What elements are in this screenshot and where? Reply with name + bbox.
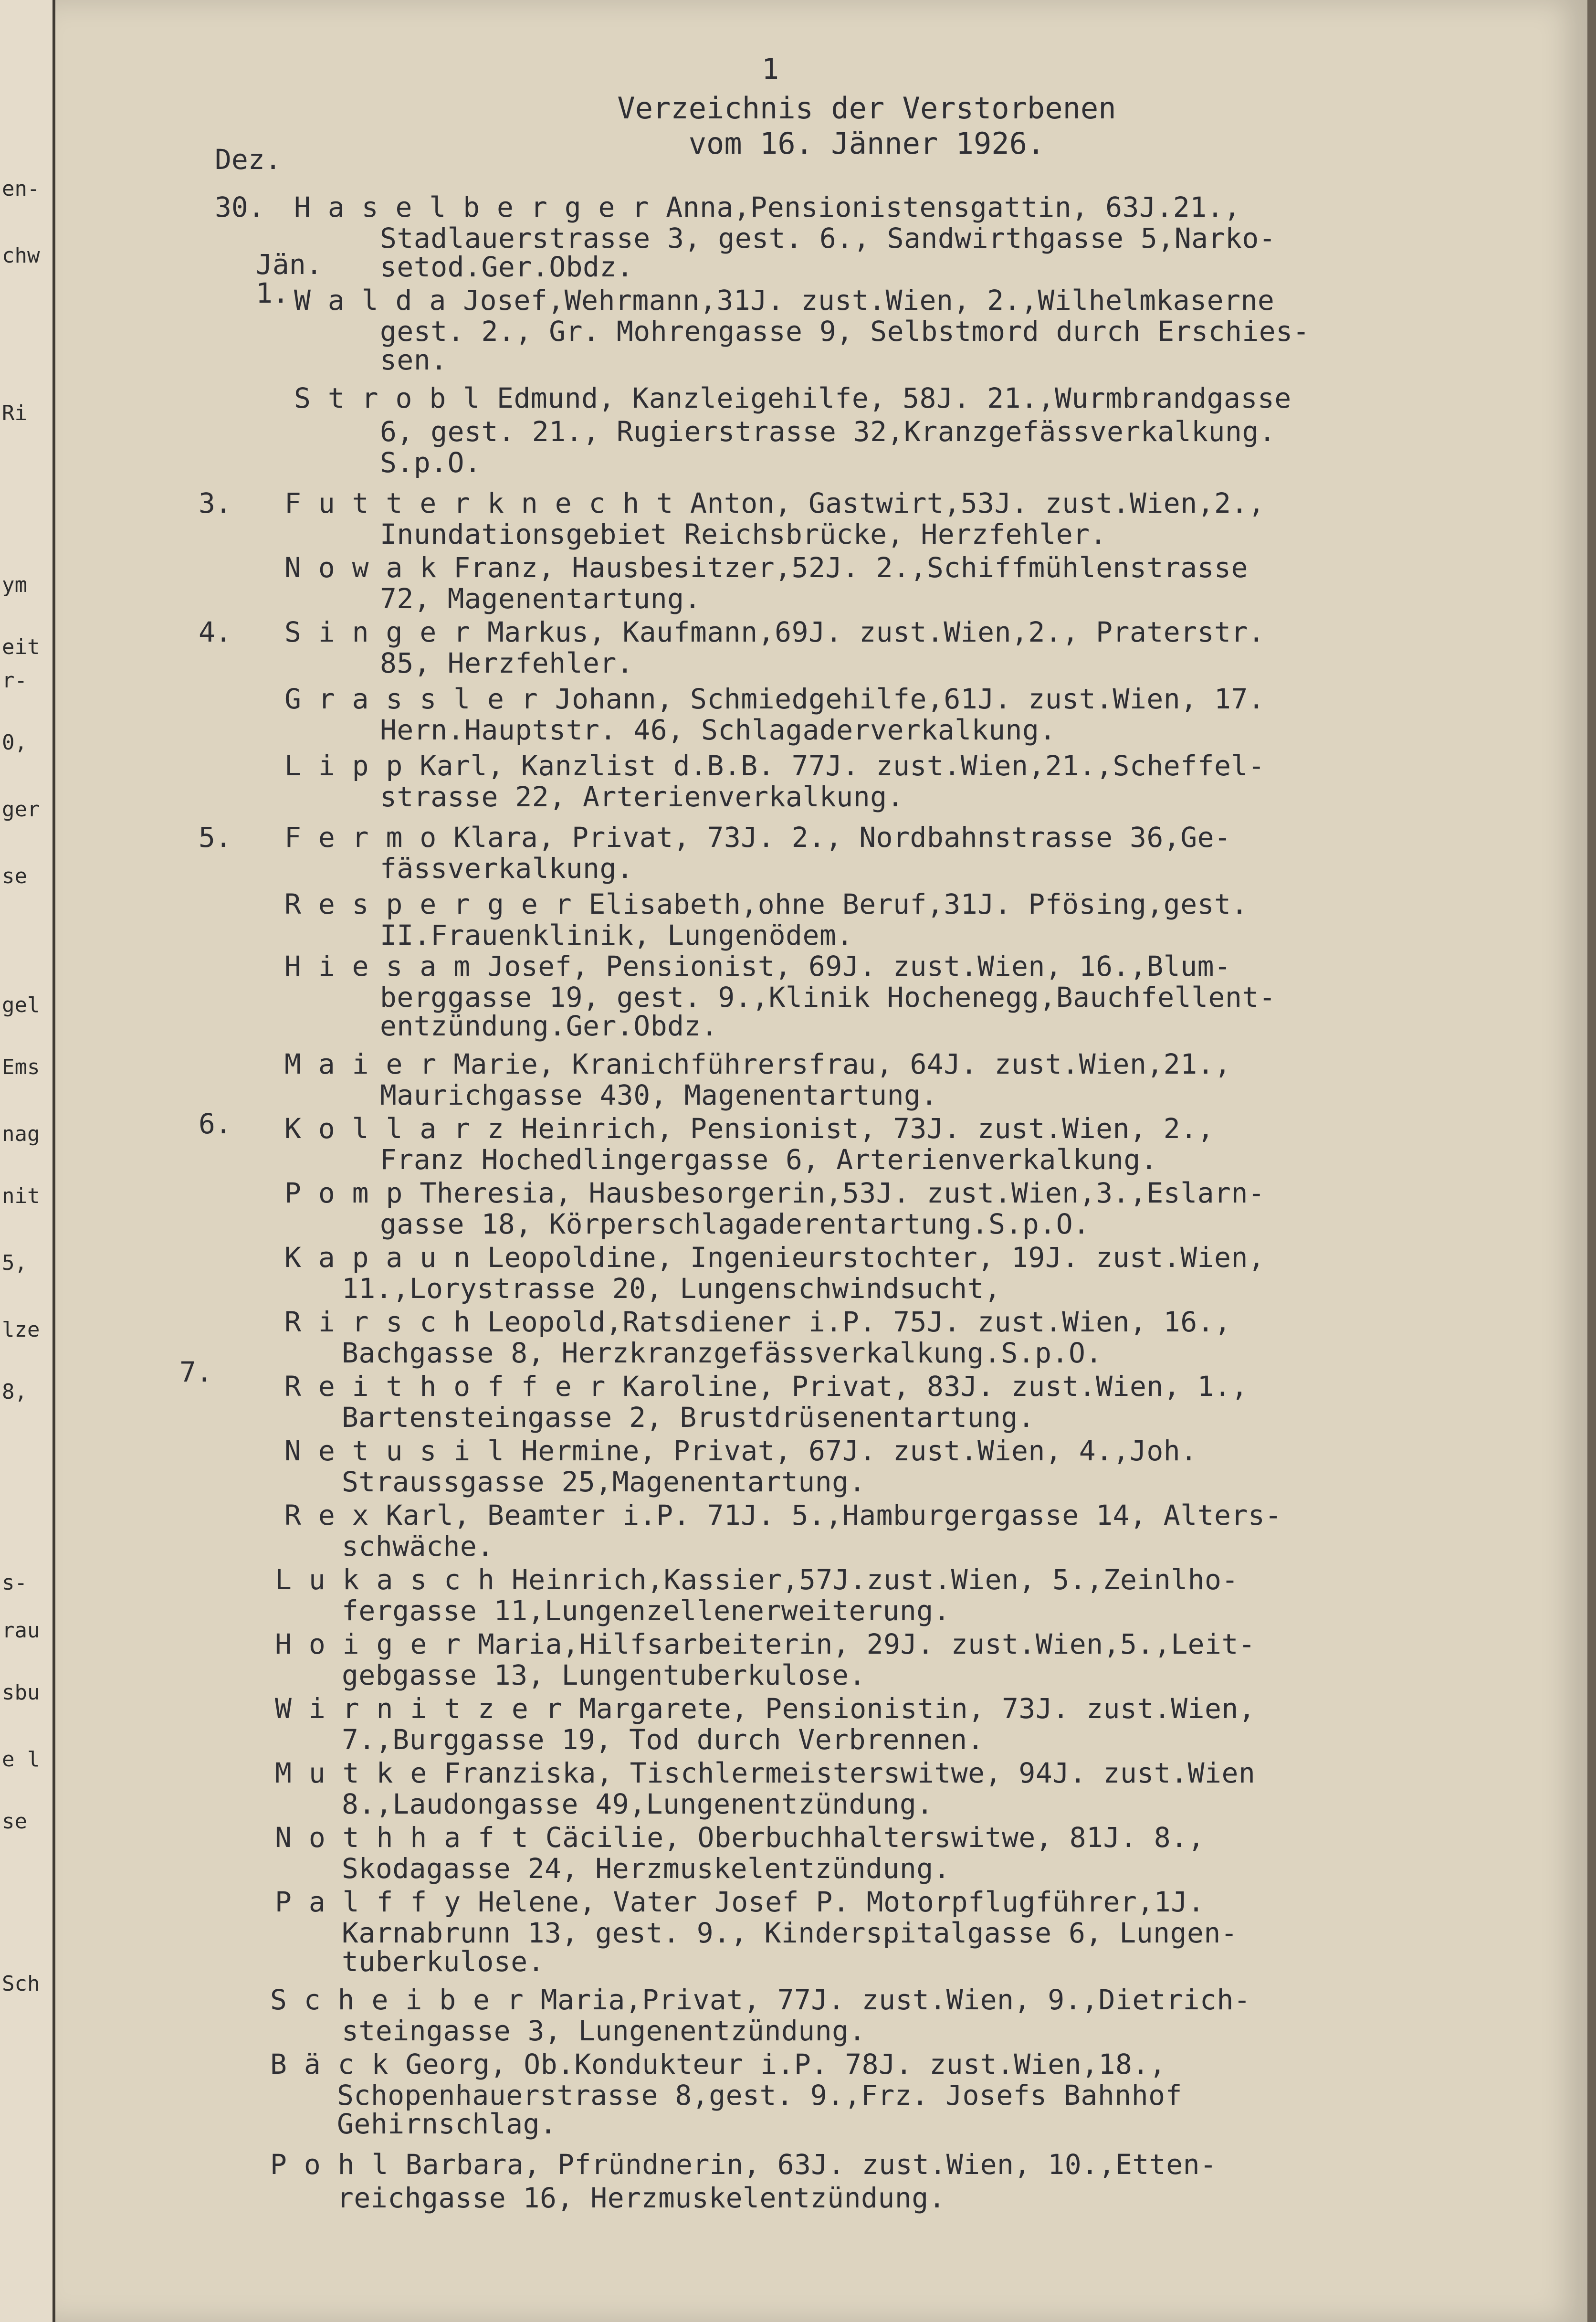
entry-line: M a i e r Marie, Kranichführersfrau, 64J. zust.Wien,21., xyxy=(284,1048,1231,1080)
entry-line: berggasse 19, gest. 9.,Klinik Hochenegg,Bauchfellent- xyxy=(380,981,1276,1013)
date-label: 7. xyxy=(179,1356,213,1388)
title-line: Verzeichnis der Verstorbenen xyxy=(617,91,1116,126)
entry-line: H a s e l b e r g e r Anna,Pensionistensgattin, 63J.21., xyxy=(294,191,1241,223)
entry-line: S.p.O. xyxy=(380,446,482,479)
entry-line: steingasse 3, Lungenentzündung. xyxy=(342,2015,866,2047)
left-fragment: se xyxy=(2,864,27,888)
left-fragment: nit xyxy=(2,1184,40,1208)
left-fragment: eit xyxy=(2,635,40,659)
left-fragment: gel xyxy=(2,993,40,1017)
date-label: 1. xyxy=(256,277,289,309)
entry-line: H o i g e r Maria,Hilfsarbeiterin, 29J. zust.Wien,5.,Leit- xyxy=(275,1628,1256,1660)
date-label: Dez. xyxy=(215,143,282,176)
entry-line: P o h l Barbara, Pfründnerin, 63J. zust.Wien, 10.,Etten- xyxy=(270,2148,1217,2181)
entry-line: entzündung.Ger.Obdz. xyxy=(380,1010,718,1042)
entry-line: R e s p e r g e r Elisabeth,ohne Beruf,31J. Pfösing,gest. xyxy=(284,888,1248,920)
entry-line: L i p p Karl, Kanzlist d.B.B. 77J. zust.Wien,21.,Scheffel- xyxy=(284,749,1265,782)
entry-line: fergasse 11,Lungenzellenerweiterung. xyxy=(342,1594,951,1627)
entry-line: Karnabrunn 13, gest. 9., Kinderspitalgasse 6, Lungen- xyxy=(342,1917,1238,1949)
date-label: 3. xyxy=(199,487,232,519)
entry-line: schwäche. xyxy=(342,1530,494,1562)
left-fragment: Ems xyxy=(2,1055,40,1079)
document-page xyxy=(55,0,1587,2322)
entry-line: H i e s a m Josef, Pensionist, 69J. zust.Wien, 16.,Blum- xyxy=(284,950,1231,982)
entry-line: K o l l a r z Heinrich, Pensionist, 73J. zust.Wien, 2., xyxy=(284,1112,1215,1145)
entry-line: 7.,Burggasse 19, Tod durch Verbrennen. xyxy=(342,1723,984,1756)
entry-line: W a l d a Josef,Wehrmann,31J. zust.Wien, 2.,Wilhelmkaserne xyxy=(294,284,1275,317)
entry-line: Inundationsgebiet Reichsbrücke, Herzfehler. xyxy=(380,518,1107,550)
entry-line: setod.Ger.Obdz. xyxy=(380,251,634,283)
entry-line: W i r n i t z e r Margarete, Pensionistin, 73J. zust.Wien, xyxy=(275,1692,1256,1725)
entry-line: R i r s c h Leopold,Ratsdiener i.P. 75J. zust.Wien, 16., xyxy=(284,1306,1231,1338)
left-fragment: e l xyxy=(2,1747,40,1772)
page-title xyxy=(504,91,1229,161)
left-fragment: en- xyxy=(2,177,40,201)
left-fragment: ger xyxy=(2,797,40,822)
entry-line: 8.,Laudongasse 49,Lungenentzündung. xyxy=(342,1788,934,1820)
entry-line: N o t h h a f t Cäcilie, Oberbuchhalterswitwe, 81J. 8., xyxy=(275,1821,1205,1854)
entry-line: Bachgasse 8, Herzkranzgefässverkalkung.S.p.O. xyxy=(342,1337,1102,1369)
entry-line: reichgasse 16, Herzmuskelentzündung. xyxy=(337,2182,946,2214)
entry-line: gest. 2., Gr. Mohrengasse 9, Selbstmord durch Erschies- xyxy=(380,315,1310,348)
entry-line: strasse 22, Arterienverkalkung. xyxy=(380,781,904,813)
entry-line: Maurichgasse 430, Magenentartung. xyxy=(380,1079,938,1111)
entry-line: P a l f f y Helene, Vater Josef P. Motorpflugführer,1J. xyxy=(275,1886,1205,1918)
entry-line: F e r m o Klara, Privat, 73J. 2., Nordbahnstrasse 36,Ge- xyxy=(284,821,1231,854)
entry-line: sen. xyxy=(380,344,448,376)
entry-line: 85, Herzfehler. xyxy=(380,647,634,679)
page-number: 1 xyxy=(762,53,779,86)
date-label: 30. xyxy=(215,191,265,223)
entry-line: S t r o b l Edmund, Kanzleigehilfe, 58J. 21.,Wurmbrandgasse xyxy=(294,382,1292,414)
date-label: 5. xyxy=(199,821,232,854)
left-fragment: Sch xyxy=(2,1972,40,1996)
entry-line: P o m p Theresia, Hausbesorgerin,53J. zust.Wien,3.,Eslarn- xyxy=(284,1177,1265,1209)
entry-line: N e t u s i l Hermine, Privat, 67J. zust.Wien, 4.,Joh. xyxy=(284,1435,1197,1467)
left-fragment: r- xyxy=(2,668,27,693)
entry-line: fässverkalkung. xyxy=(380,852,634,885)
title-line: vom 16. Jänner 1926. xyxy=(688,126,1045,161)
entry-line: K a p a u n Leopoldine, Ingenieurstochter, 19J. zust.Wien, xyxy=(284,1241,1265,1274)
entry-line: S i n g e r Markus, Kaufmann,69J. zust.Wien,2., Praterstr. xyxy=(284,616,1265,648)
entry-line: Skodagasse 24, Herzmuskelentzündung. xyxy=(342,1852,951,1885)
left-fragment: 5, xyxy=(2,1251,27,1275)
entry-line: 11.,Lorystrasse 20, Lungenschwindsucht, xyxy=(342,1272,1001,1305)
entry-line: 72, Magenentartung. xyxy=(380,582,701,615)
left-fragment: s- xyxy=(2,1571,27,1595)
left-fragment: 0, xyxy=(2,730,27,755)
left-fragment: 8, xyxy=(2,1380,27,1404)
entry-line: G r a s s l e r Johann, Schmiedgehilfe,61J. zust.Wien, 17. xyxy=(284,683,1265,715)
entry-line: Bartensteingasse 2, Brustdrüsenentartung. xyxy=(342,1401,1035,1434)
entry-line: R e i t h o f f e r Karoline, Privat, 83J. zust.Wien, 1., xyxy=(284,1370,1248,1403)
adjacent-page-strip xyxy=(0,0,55,2322)
left-fragment: nag xyxy=(2,1122,40,1146)
entry-line: F u t t e r k n e c h t Anton, Gastwirt,53J. zust.Wien,2., xyxy=(284,487,1265,519)
left-fragment: se xyxy=(2,1809,27,1834)
entry-line: tuberkulose. xyxy=(342,1945,545,1978)
left-fragment: sbu xyxy=(2,1680,40,1705)
left-fragment: chw xyxy=(2,243,40,268)
entry-line: N o w a k Franz, Hausbesitzer,52J. 2.,Schiffmühlenstrasse xyxy=(284,551,1248,584)
entry-line: gasse 18, Körperschlagaderentartung.S.p.O. xyxy=(380,1208,1090,1240)
entry-line: R e x Karl, Beamter i.P. 71J. 5.,Hamburgergasse 14, Alters- xyxy=(284,1499,1282,1531)
entry-line: II.Frauenklinik, Lungenödem. xyxy=(380,919,853,951)
entry-line: 6, gest. 21., Rugierstrasse 32,Kranzgefässverkalkung. xyxy=(380,415,1276,448)
entry-line: L u k a s c h Heinrich,Kassier,57J.zust.Wien, 5.,Zeinlho- xyxy=(275,1563,1239,1596)
entry-line: M u t k e Franziska, Tischlermeisterswitwe, 94J. zust.Wien xyxy=(275,1757,1256,1789)
date-label: 4. xyxy=(199,616,232,648)
entry-line: B ä c k Georg, Ob.Kondukteur i.P. 78J. zust.Wien,18., xyxy=(270,2048,1166,2080)
entry-line: Schopenhauerstrasse 8,gest. 9.,Frz. Josefs Bahnhof xyxy=(337,2079,1182,2111)
left-fragment: lze xyxy=(2,1318,40,1342)
entry-line: Stadlauerstrasse 3, gest. 6., Sandwirthgasse 5,Narko- xyxy=(380,222,1276,254)
entry-line: S c h e i b e r Maria,Privat, 77J. zust.Wien, 9.,Dietrich- xyxy=(270,1984,1251,2016)
date-label: Jän. xyxy=(256,248,323,281)
date-label: 6. xyxy=(199,1108,232,1140)
left-fragment: ym xyxy=(2,573,27,597)
entry-line: Franz Hochedlingergasse 6, Arterienverkalkung. xyxy=(380,1143,1158,1176)
entry-line: gebgasse 13, Lungentuberkulose. xyxy=(342,1659,866,1691)
entry-line: Hern.Hauptstr. 46, Schlagaderverkalkung. xyxy=(380,714,1056,746)
left-fragment: Ri xyxy=(2,401,27,425)
entry-line: Gehirnschlag. xyxy=(337,2108,557,2140)
left-fragment: rau xyxy=(2,1618,40,1643)
entry-line: Straussgasse 25,Magenentartung. xyxy=(342,1466,866,1498)
